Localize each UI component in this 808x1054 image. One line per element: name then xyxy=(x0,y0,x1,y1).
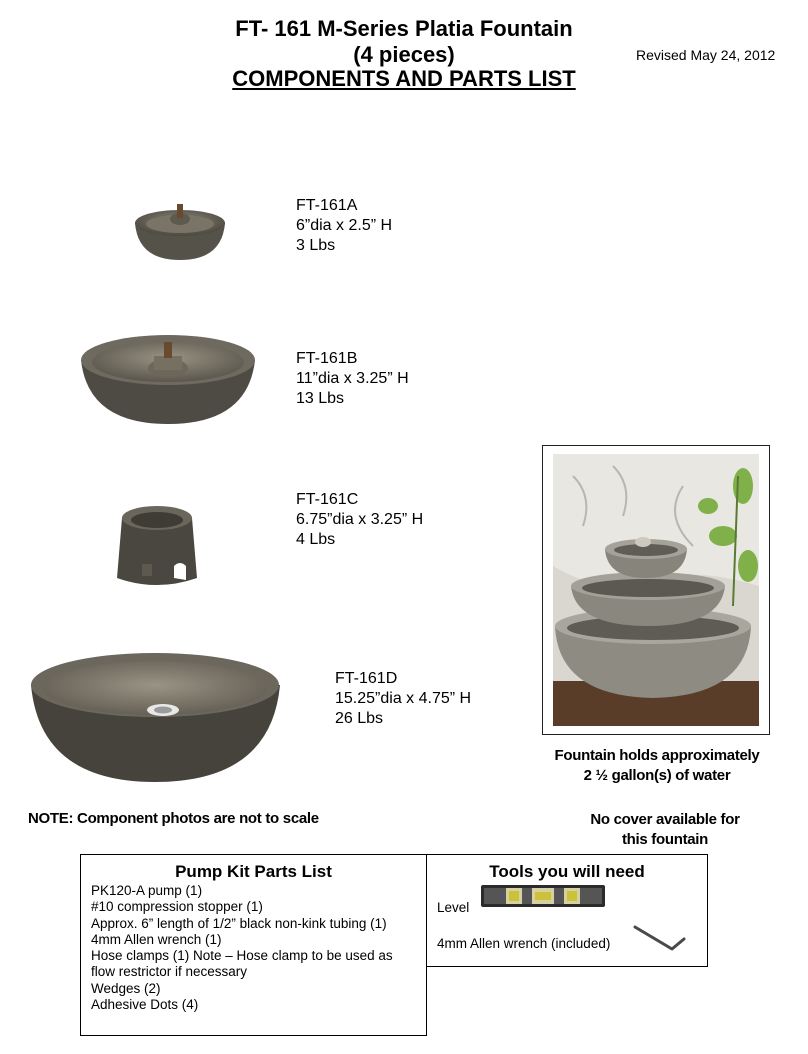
component-size: 15.25”dia x 4.75” H xyxy=(335,690,472,707)
revised-date: Revised May 24, 2012 xyxy=(636,47,776,63)
list-item: 4mm Allen wrench (1) xyxy=(91,931,222,947)
level-label: Level xyxy=(437,900,470,915)
component-code: FT-161D xyxy=(335,670,398,687)
component-d-spec xyxy=(335,669,471,729)
tools-title: Tools you will need xyxy=(489,862,645,881)
list-item: Wedges (2) xyxy=(91,980,161,996)
component-code: FT-161C xyxy=(296,491,359,508)
page-subtitle: (4 pieces) xyxy=(353,42,455,67)
cover-note: No cover available for this fountain xyxy=(590,811,740,848)
pump-kit-box xyxy=(80,854,427,1036)
component-a-image xyxy=(130,190,230,265)
component-weight: 4 Lbs xyxy=(296,531,336,548)
component-size: 11”dia x 3.25” H xyxy=(296,370,409,387)
component-size: 6.75”dia x 3.25” H xyxy=(296,511,424,528)
component-weight: 26 Lbs xyxy=(335,710,384,727)
fountain-photo xyxy=(543,446,769,734)
pump-kit-list xyxy=(91,883,426,1013)
component-c-image xyxy=(112,500,202,592)
component-code: FT-161A xyxy=(296,197,358,214)
list-item: Hose clamps (1) Note – Hose clamp to be used as xyxy=(91,948,393,964)
page-title: FT- 161 M-Series Platia Fountain xyxy=(235,16,573,41)
component-a-spec xyxy=(296,196,392,256)
fountain-photo-frame xyxy=(542,445,770,735)
component-b-image xyxy=(78,320,258,428)
fountain-capacity-caption: Fountain holds approximately 2 ½ gallon(s) of water xyxy=(554,747,760,784)
list-item: Approx. 6” length of 1/2” black non-kink tubing (1) xyxy=(91,915,387,931)
component-b-spec xyxy=(296,349,409,409)
pump-kit-title: Pump Kit Parts List xyxy=(175,862,332,881)
component-d-image xyxy=(28,640,283,785)
component-weight: 13 Lbs xyxy=(296,390,345,407)
list-item: flow restrictor if necessary xyxy=(91,964,248,980)
tools-box xyxy=(426,854,708,967)
list-item: Adhesive Dots (4) xyxy=(91,997,199,1013)
component-c-spec xyxy=(296,490,423,550)
component-weight: 3 Lbs xyxy=(296,237,336,254)
section-title: COMPONENTS AND PARTS LIST xyxy=(232,66,576,91)
allen-wrench-icon xyxy=(632,923,687,955)
wrench-label: 4mm Allen wrench (included) xyxy=(437,936,611,951)
list-item: PK120-A pump (1) xyxy=(91,883,203,898)
list-item: #10 compression stopper (1) xyxy=(91,899,263,915)
scale-note: NOTE: Component photos are not to scale xyxy=(28,810,319,827)
component-size: 6”dia x 2.5” H xyxy=(296,217,393,234)
component-code: FT-161B xyxy=(296,350,358,367)
level-icon xyxy=(480,883,606,909)
